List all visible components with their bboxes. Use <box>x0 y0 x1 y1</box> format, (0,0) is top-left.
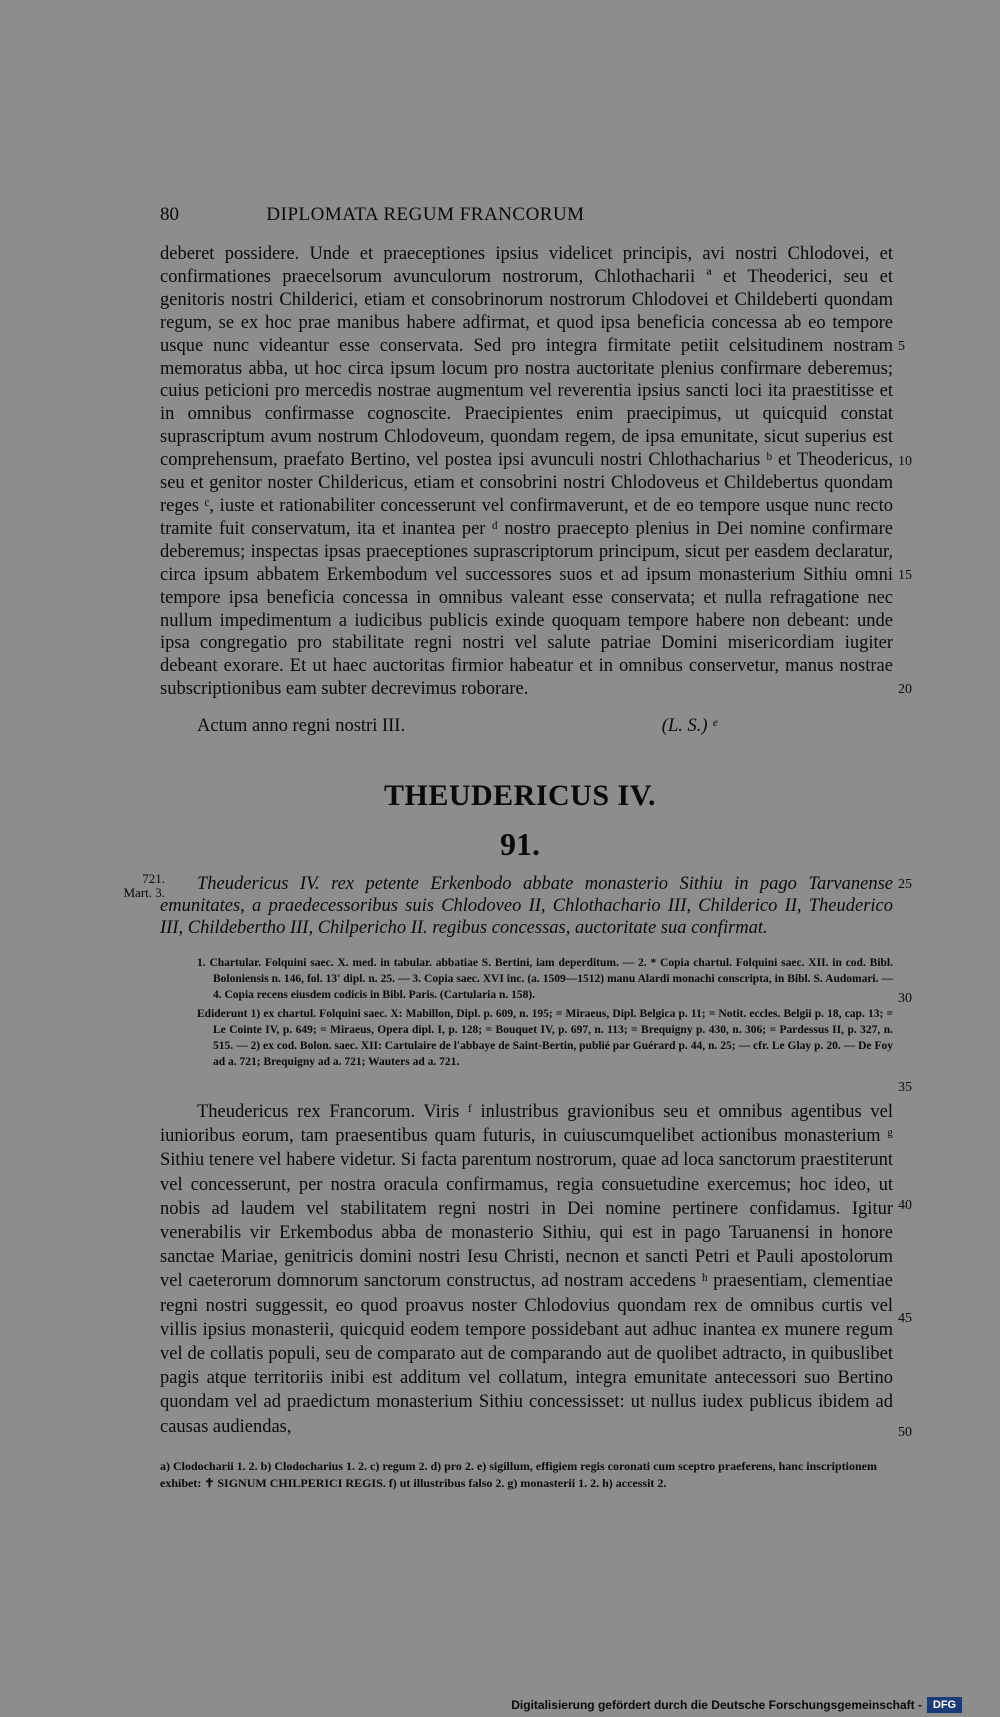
margin-date <box>113 872 165 900</box>
line-number: 15 <box>898 568 912 583</box>
manuscript-note: 1. Chartular. Folquini saec. X. med. in tabular. abbatiae S. Bertini, iam deperditum. — 2. * Copia chartul. Folquini saec. XII. in cod. Bibl. Boloniensis n. 146, fol. 13' dipl. n. 25. — 3. Copia saec. XVI inc. (a. 1509—1512) manu Alardi monachi conscripta, in Bibl. S. Audomari. — 4. Copia recens eiusdem codicis in Bibl. Paris. (Cartularia n. 158). <box>197 957 893 1001</box>
charter-text-continued <box>160 243 893 701</box>
regest-summary: Theudericus IV. rex petente Erkenbodo abbate monasterio Sithiu in pago Tarvanense emunitates, a praedecessoribus suis Chlodoveo II, Chlothachario III, Childerico II, Theuderico III, Childebertho III, Chilpericho II. regibus concessas, auctoritate sua confirmat. <box>160 874 893 938</box>
margin-date-day: Mart. 3. <box>123 885 165 900</box>
section-heading-king: THEUDERICUS IV. <box>383 779 657 812</box>
dfg-logo: DFG <box>927 1697 962 1713</box>
line-number: 30 <box>898 991 912 1006</box>
page-header <box>160 204 672 226</box>
running-title: DIPLOMATA REGUM FRANCORUM <box>266 204 585 225</box>
page-number: 80 <box>160 204 179 225</box>
charter-text: Theudericus rex Francorum. Viris ᶠ inlustribus gravionibus seu et omnibus agentibus vel iunioribus eorum, tam praesentibus quam futuris, in cuiuscumquelibet actionibus monasterium ᵍ Sithiu tenere vel habere videtur. Si facta parentum nostrorum, quae ad loca sanctorum praestiterunt vel concesserunt, per nostra oracula confirmamus, regia consuetudine exercemus; hoc ideo, ut nobis ad laudem vel stabilitatem regni nostri in Dei nomine pertinere confidamus. Igitur venerabilis vir Erkembodus abba de monasterio Sithiu, qui est in pago Taruanensi in honore sanctae Mariae, genitricis domini nostri Iesu Christi, necnon et sancti Petri et Pauli apostolorum vel caeterorum domnorum sanctorum constructus, ad nostram accedens ʰ praesentiam, clementiae regni nostri suggessit, eo quod proavus noster Chlodovius quondam rex de omnibus curtis vel villis ipsius monasterii, quicquid eodem tempore possidebant aut adhuc inantea ex munere regum vel de collatis populi, seu de comparato aut de comparando aut de quolibet adtracto, in quibuslibet pagis atque territoriis inibi est additum vel collatum, integra emunitate antecessori suo Bertino quondam vel ad praedictum monasterium Sithiu concessisset: ut nullus iudex publicus ibidem ad causas audiendas, <box>160 1102 893 1437</box>
line-number: 20 <box>898 682 912 697</box>
funding-footer: Digitalisierung gefördert durch die Deutsche Forschungsgemeinschaft - <box>511 1698 922 1712</box>
source-notes <box>197 955 893 1073</box>
margin-date-year: 721. <box>142 871 165 886</box>
line-number: 25 <box>898 877 912 892</box>
footnotes: a) Clodocharii 1. 2. b) Clodocharius 1. 2. c) regum 2. d) pro 2. e) sigillum, effigiem regis coronati cum sceptro praeferens, hanc inscriptionem exhibet: ✝ SIGNUM CHILPERICI REGIS. f) ut illustribus falso 2. g) monasterii 1. 2. h) accessit 2. <box>160 1459 877 1490</box>
charter-paragraph: deberet possidere. Unde et praeceptiones ipsius videlicet principis, avi nostri Chlodovei, et confirmationes praecelsorum avunculorum nostrorum, Chlothacharii ª et Theoderici, seu et genitoris nostri Childerici, etiam et consobrinorum nostrorum Chlodovei et Childeberti quondam regum, se ex hoc prae manibus habere adfirmat, et quod ipsa beneficia concessa ab eo tempore usque nunc videantur esse conservata. Sed pro integra firmitate petiit celsitudinem nostram memoratus abba, ut hoc circa ipsum locum pro nostra auctoritate plenius confirmare deberemus; cuius peticioni pro mercedis nostrae augmentum vel reverentia ipsius sancti loci ita praestitisse et in omnibus confirmasse cognoscite. Praecipientes enim praecipimus, ut quicquid constat suprascriptum avum nostrum Chlodoveum, quondam regem, de ipsa emunitate, sicut superius est comprehensum, praefato Bertino, vel postea ipsi avunculi nostri Chlothacharius ᵇ et Theodericus, seu et genitor noster Childericus, etiam et consobrini nostri Chlodoveus et Childebertus quondam reges ᶜ, iuste et rationabiliter concesserunt vel confirmaverunt, et de eo tempore usque nunc recto tramite fuit conservatum, ita et inantea per ᵈ nostro praecepto plenius in Dei nomine confirmare deberemus; inspectas ipsas praeceptiones suprascriptorum principum, sicut per easdem declaratur, circa ipsum abbatem Erkembodum vel successores suos et ad ipsum monasterium Sithiu omni tempore ipsa beneficia concessa in omnibus valeant esse conservata; et nulla refragatione nec nullum impedimentum a iudicibus publicis exinde quoquam tempore habere non debeant: unde ipsa congregatio pro stabilitate regni nostri vel salute patriae Domini misericordiam iugiter debeant exorare. Et ut haec auctoritas firmior habeatur et in omnibus conservetur, manus nostrae subscriptionibus eam subter decrevimus roborare. <box>160 244 893 700</box>
line-number: 35 <box>898 1080 912 1095</box>
document-number: 91. <box>500 826 540 862</box>
footnote-divider <box>160 1446 893 1447</box>
editions-note: Ediderunt 1) ex chartul. Folquini saec. X: Mabillon, Dipl. p. 609, n. 195; = Miraeus, Dipl. Belgica p. 11; = Notit. eccles. Belgii p. 18, cap. 13; = Le Cointe IV, p. 649; = Miraeus, Opera dipl. I, p. 128; = Bouquet IV, p. 697, n. 113; = Brequigny p. 430, n. 306; = Pardessus II, p. 327, n. 515. — 2) ex cod. Bolon. saec. XII: Cartulaire de l'abbaye de Saint-Bertin, publié par Guérard p. 44, n. 25; — cfr. Le Glay p. 20. — De Foy ad a. 721; Brequigny ad a. 721; Wauters ad a. 721. <box>197 1008 893 1068</box>
line-number: 40 <box>898 1198 912 1213</box>
seal-mark: (L. S.) ᵉ <box>661 716 717 736</box>
line-number: 50 <box>898 1425 912 1440</box>
line-number: 45 <box>898 1311 912 1326</box>
line-number: 5 <box>898 339 905 354</box>
actum-line <box>197 716 717 737</box>
actum-text: Actum anno regni nostri III. <box>197 716 406 736</box>
line-number: 10 <box>898 454 912 469</box>
